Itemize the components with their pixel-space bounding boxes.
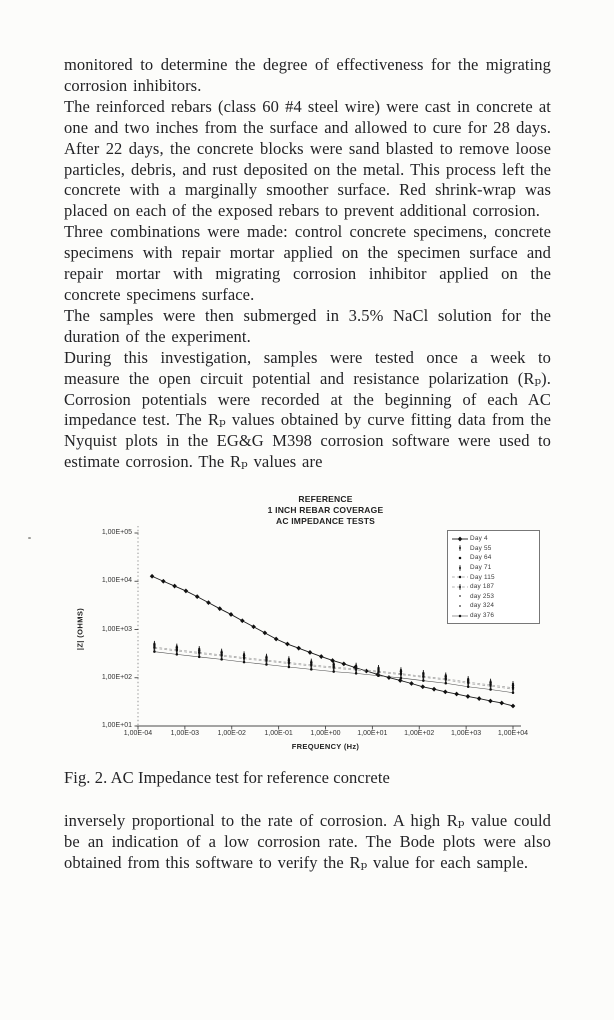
series-day-376: [153, 650, 514, 694]
figure-2: [66, 492, 550, 766]
x-tick-label: 1,00E-02: [217, 730, 246, 737]
body-text: [64, 55, 551, 473]
legend-marker-icon: [452, 535, 470, 543]
chart-title-line-3: AC IMPEDANCE TESTS: [276, 516, 375, 526]
body-paragraph-1: monitored to determine the degree of effectiveness for the migrating corrosion inhibitors.: [64, 55, 551, 95]
legend-marker-icon: [452, 564, 470, 572]
legend-marker-icon: [452, 573, 470, 581]
legend-item: [452, 563, 537, 573]
body-paragraph-5: During this investigation, samples were tested once a week to measure the open circuit potential and resistance polarization (Rₚ). Corrosion potentials were recorded at the beginning of each AC impedance test. The Rₚ values obtained by curve fitting data from the Nyquist plots in the EG&G M398 corrosion software were used to estimate corrosion. The Rₚ values are: [64, 347, 551, 472]
legend-label: day 187: [470, 583, 495, 591]
x-tick-label: 1,00E-03: [170, 730, 200, 737]
chart-title-line-2: 1 INCH REBAR COVERAGE: [267, 505, 384, 515]
y-tick-label: 1,00E+02: [101, 673, 132, 681]
legend-label: day 253: [470, 592, 495, 600]
y-tick-label: 1,00E+01: [101, 722, 132, 729]
legend-marker-icon: [452, 544, 470, 552]
x-tick-label: 1,00E+03: [451, 730, 482, 737]
chart-legend: [447, 530, 540, 624]
legend-label: Day 71: [470, 564, 492, 572]
x-tick-label: 1,00E+02: [404, 730, 435, 737]
x-tick-label: 1,00E+04: [497, 730, 529, 737]
legend-label: Day 64: [470, 554, 492, 562]
legend-label: day 324: [470, 602, 495, 610]
legend-item: [452, 572, 537, 582]
legend-marker-icon: [452, 602, 470, 610]
legend-item: [452, 544, 537, 554]
y-tick-label: 1,00E+04: [101, 577, 132, 585]
legend-marker-icon: [452, 583, 470, 591]
figure-caption: Fig. 2. AC Impedance test for reference concrete: [64, 768, 390, 787]
legend-item: [452, 601, 537, 611]
x-tick-label: 1,00E-04: [123, 730, 153, 737]
legend-marker-icon: [452, 554, 470, 562]
body-paragraph-3: Three combinations were made: control concrete specimens, concrete specimens with repair mortar applied on the specimen surface and repair mortar with migrating corrosion inhibitor applied on the concrete specimens surface.: [64, 222, 551, 304]
body-paragraph-closing: inversely proportional to the rate of corrosion. A high Rₚ value could be an indication of a low corrosion rate. The Bode plots were also obtained from this software to verify the Rₚ value for each sample.: [64, 811, 551, 872]
body-paragraph-4: The samples were then submerged in 3.5% NaCl solution for the duration of the experiment.: [64, 305, 551, 346]
legend-label: Day 4: [470, 535, 488, 543]
y-axis-label: |Z| (OHMS): [75, 607, 85, 651]
legend-item: [452, 592, 537, 602]
y-tick-label: 1,00E+03: [101, 625, 132, 633]
legend-label: Day 115: [470, 573, 495, 581]
legend-marker-icon: [452, 592, 470, 600]
x-tick-label: 1,00E-01: [264, 730, 293, 737]
legend-marker-icon: [452, 612, 470, 620]
legend-item: [452, 611, 537, 621]
legend-item: [452, 534, 537, 544]
legend-item: [452, 582, 537, 592]
legend-item: [452, 553, 537, 563]
y-tick-label: 1,00E+05: [101, 529, 132, 536]
x-tick-label: 1,00E+01: [357, 730, 388, 737]
x-axis-label: FREQUENCY (Hz): [291, 742, 360, 751]
body-paragraph-2: The reinforced rebars (class 60 #4 steel wire) were cast in concrete at one and two inches from the surface and allowed to cure for 28 days. After 22 days, the concrete blocks were sand blasted to remove loose particles, debris, and rust deposited on the metal. This process left the concrete with a marginally smoother surface. Red shrink-wrap was placed on each of the exposed rebars to prevent additional corrosion.: [64, 96, 551, 221]
x-tick-label: 1,00E+00: [310, 730, 341, 737]
scan-artifact: [28, 537, 31, 539]
chart-title-line-1: REFERENCE: [298, 494, 353, 504]
legend-label: Day 55: [470, 544, 492, 552]
legend-label: day 376: [470, 612, 495, 620]
